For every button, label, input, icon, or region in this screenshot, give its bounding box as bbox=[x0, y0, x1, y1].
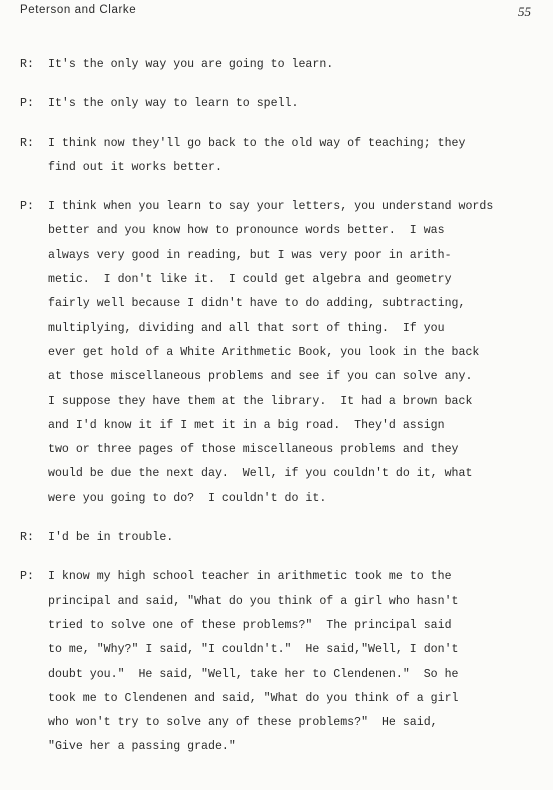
text-line: tried to solve one of these problems?" The principal said bbox=[48, 618, 452, 632]
turn-text bbox=[48, 195, 539, 511]
page-number: 55 bbox=[518, 4, 531, 19]
speaker-label: P: bbox=[20, 97, 34, 111]
text-line: It's the only way you are going to learn. bbox=[48, 58, 334, 71]
text-line: I think when you learn to say your letters, you understand words bbox=[48, 200, 494, 214]
text-line: to me, "Why?" I said, "I couldn't." He said,"Well, I don't bbox=[48, 643, 459, 657]
text-line: fairly well because I didn't have to do adding, subtracting, bbox=[48, 297, 466, 311]
text-line: I'd be in trouble. bbox=[48, 531, 174, 545]
dialogue-turn bbox=[20, 526, 539, 550]
speaker-label: R: bbox=[20, 531, 34, 545]
dialogue-turn bbox=[20, 132, 539, 181]
text-line: took me to Clendenen and said, "What do you think of a girl bbox=[48, 691, 459, 705]
transcript-body bbox=[20, 53, 539, 775]
text-line: I think now they'll go back to the old way of teaching; they bbox=[48, 136, 466, 150]
text-line: and I'd know it if I met it in a big road. They'd assign bbox=[48, 418, 445, 432]
text-line: doubt you." He said, "Well, take her to Clendenen." So he bbox=[48, 667, 459, 681]
text-line: always very good in reading, but I was very poor in arith- bbox=[48, 248, 452, 262]
text-line: were you going to do? I couldn't do it. bbox=[48, 491, 327, 505]
speaker-label: P: bbox=[20, 570, 34, 584]
text-line: would be due the next day. Well, if you couldn't do it, what bbox=[48, 467, 473, 481]
dialogue-turn bbox=[20, 53, 539, 77]
dialogue-turn bbox=[20, 565, 539, 759]
text-line: I know my high school teacher in arithmetic took me to the bbox=[48, 570, 452, 584]
header-names: Peterson and Clarke bbox=[20, 4, 137, 16]
text-line: I suppose they have them at the library. It had a brown back bbox=[48, 394, 473, 408]
text-line: better and you know how to pronounce words better. I was bbox=[48, 224, 445, 238]
text-line: at those miscellaneous problems and see if you can solve any. bbox=[48, 370, 473, 384]
text-line: "Give her a passing grade." bbox=[48, 740, 236, 754]
speaker-label: P: bbox=[20, 200, 34, 214]
turn-text bbox=[48, 92, 539, 116]
text-line: ever get hold of a White Arithmetic Book, you look in the back bbox=[48, 345, 480, 359]
text-line: metic. I don't like it. I could get algebra and geometry bbox=[48, 273, 452, 287]
turn-text bbox=[48, 132, 539, 181]
turn-text bbox=[48, 53, 539, 77]
page-header bbox=[20, 4, 531, 22]
text-line: It's the only way to learn to spell. bbox=[48, 97, 299, 111]
text-line: principal and said, "What do you think of a girl who hasn't bbox=[48, 594, 459, 608]
speaker-label: R: bbox=[20, 58, 34, 71]
dialogue-turn bbox=[20, 195, 539, 511]
text-line: find out it works better. bbox=[48, 160, 222, 174]
text-line: multiplying, dividing and all that sort of thing. If you bbox=[48, 321, 445, 335]
dialogue-turn bbox=[20, 92, 539, 116]
turn-text bbox=[48, 565, 539, 759]
text-line: two or three pages of those miscellaneous problems and they bbox=[48, 443, 459, 457]
speaker-label: R: bbox=[20, 136, 34, 150]
turn-text bbox=[48, 526, 539, 550]
text-line: who won't try to solve any of these problems?" He said, bbox=[48, 716, 438, 730]
